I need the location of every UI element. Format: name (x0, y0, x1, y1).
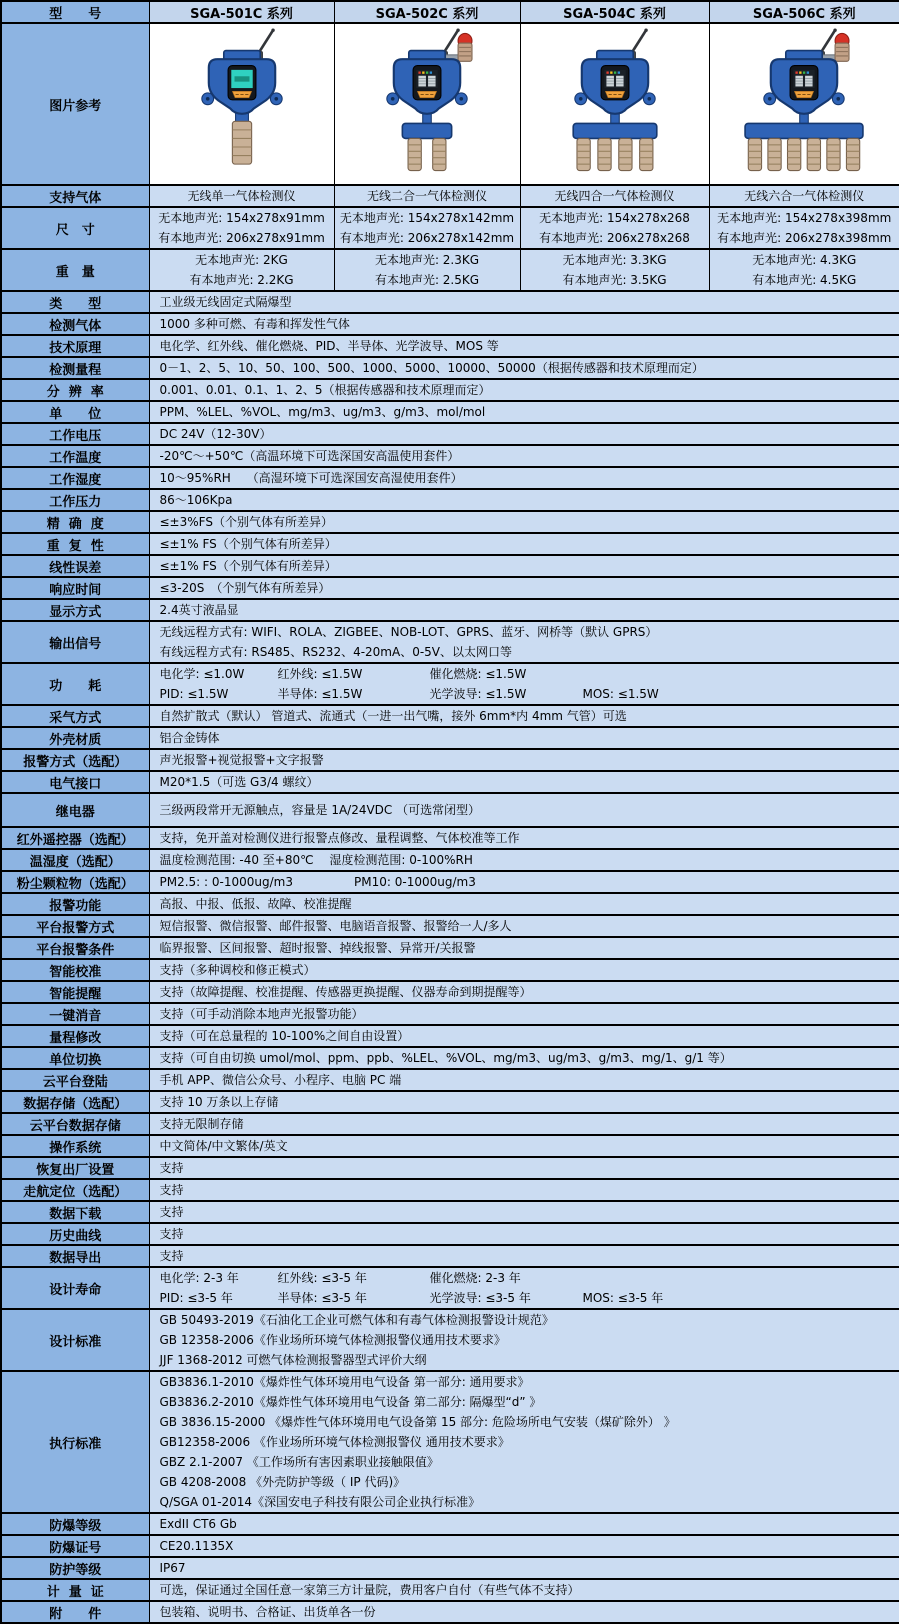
spec-row-12 (1, 555, 899, 577)
spec-row-44 (1, 1371, 899, 1513)
value-line: 高报、中报、低报、故障、校准提醒 (159, 897, 352, 911)
value-line: 自然扩散式（默认） 管道式、流通式（一进一出气嘴，接外 6mm*内 4mm 气管）可选 (159, 709, 627, 723)
spec-row-32 (1, 1047, 899, 1069)
row-label: 线性误差 (1, 555, 149, 577)
row-label: 走航定位（选配） (1, 1179, 149, 1201)
spec-row-10 (1, 511, 899, 533)
sensor-head (807, 138, 820, 170)
row-label: 防爆证号 (1, 1535, 149, 1557)
sensor-head (827, 138, 840, 170)
row-label: 操作系统 (1, 1135, 149, 1157)
row-label: 单 位 (1, 401, 149, 423)
row-label: 电气接口 (1, 771, 149, 793)
supported-gas-row (1, 185, 899, 207)
row-label: 智能提醒 (1, 981, 149, 1003)
value-line (160, 1288, 896, 1308)
weight-value: 无本地声光: 3.3KG 有本地声光: 3.5KG (520, 249, 709, 291)
value-line: M20*1.5（可选 G3/4 螺纹） (159, 775, 319, 789)
value-line: 温度检测范围: -40 至+80℃ 湿度检测范围: 0-100%RH (159, 853, 473, 867)
row-label: 外壳材质 (1, 727, 149, 749)
row-label: 设计标准 (1, 1309, 149, 1371)
row-label: 功 耗 (1, 663, 149, 705)
spec-row-21 (1, 793, 899, 827)
value-line: 三级两段常开无源触点，容量是 1A/24VDC （可选常闭型） (159, 803, 481, 817)
spec-row-46 (1, 1535, 899, 1557)
value-line: 0－1、2、5、10、50、100、500、1000、5000、10000、50000（根据传感器和技术原理而定） (159, 361, 704, 375)
row-label: 温湿度（选配） (1, 849, 149, 871)
alarm-beacon (445, 33, 472, 61)
support-value: 无线单一气体检测仪 (149, 185, 334, 207)
sensor-head (576, 138, 589, 170)
sensor-head (768, 138, 781, 170)
row-value (149, 1513, 899, 1535)
row-label: 报警方式（选配） (1, 749, 149, 771)
value-line: GB 50493-2019《石油化工企业可燃气体和有毒气体检测报警设计规范》 (159, 1313, 554, 1327)
row-value (149, 1579, 899, 1601)
value-line: 支持，免开盖对检测仪进行报警点修改、量程调整、气体校准等工作 (159, 831, 520, 845)
row-value (149, 511, 899, 533)
value-line: 声光报警+视觉报警+文字报警 (159, 753, 324, 767)
product-image-sga-501c (149, 23, 334, 185)
row-label: 平台报警方式 (1, 915, 149, 937)
row-label-weight: 重 量 (1, 249, 149, 291)
value-line: 支持（可在总量程的 10-100%之间自由设置） (159, 1029, 410, 1043)
spec-row-38 (1, 1179, 899, 1201)
row-label: 智能校准 (1, 959, 149, 981)
row-value (149, 1003, 899, 1025)
value-line (160, 684, 896, 704)
model-name-sga-504c: SGA-504C 系列 (520, 1, 709, 23)
row-value (149, 1557, 899, 1579)
row-label: 精 确 度 (1, 511, 149, 533)
antenna (820, 30, 835, 54)
row-value (149, 771, 899, 793)
row-value (149, 401, 899, 423)
row-value (149, 1223, 899, 1245)
row-value (149, 1135, 899, 1157)
row-value (149, 1113, 899, 1135)
row-value (149, 915, 899, 937)
row-label-size: 尺 寸 (1, 207, 149, 249)
spec-row-7 (1, 445, 899, 467)
spec-row-14 (1, 599, 899, 621)
row-value (149, 577, 899, 599)
spec-row-19 (1, 749, 899, 771)
row-value (149, 1245, 899, 1267)
spec-row-34 (1, 1091, 899, 1113)
row-value (149, 1025, 899, 1047)
value-line: 10～95%RH （高湿环境下可选深国安高湿使用套件） (159, 471, 463, 485)
spec-row-29 (1, 981, 899, 1003)
row-value (149, 663, 899, 705)
value-segment: 半导体: ≤1.5W (277, 687, 363, 701)
product-image-sga-506c (709, 23, 899, 185)
value-segment: PID: ≤1.5W (159, 687, 229, 701)
row-label: 恢复出厂设置 (1, 1157, 149, 1179)
spec-row-35 (1, 1113, 899, 1135)
spec-row-11 (1, 533, 899, 555)
value-line: 支持 (159, 1205, 184, 1219)
value-line: IP67 (159, 1561, 186, 1575)
support-value: 无线六合一气体检测仪 (709, 185, 899, 207)
row-label: 数据存储（选配） (1, 1091, 149, 1113)
value-line: 支持（可手动消除本地声光报警功能） (159, 1007, 364, 1021)
value-line: ≤±1% FS（个别气体有所差异） (159, 559, 337, 573)
spec-row-39 (1, 1201, 899, 1223)
row-label: 重 复 性 (1, 533, 149, 555)
value-line: 支持 (159, 1227, 184, 1241)
row-value (149, 981, 899, 1003)
value-line: 支持（多种调校和修正模式） (159, 963, 316, 977)
spec-row-5 (1, 401, 899, 423)
value-line: JJF 1368-2012 可燃气体检测报警器型式评价大纲 (159, 1353, 427, 1367)
row-label: 历史曲线 (1, 1223, 149, 1245)
value-line: 支持（可自由切换 umol/mol、ppm、ppb、%LEL、%VOL、mg/m3、ug/m3、g/m3、mg/1、g/1 等） (159, 1051, 732, 1065)
row-label: 设计寿命 (1, 1267, 149, 1309)
spec-row-25 (1, 893, 899, 915)
row-value (149, 1535, 899, 1557)
spec-row-15 (1, 621, 899, 663)
size-value: 无本地声光: 154x278x398mm 有本地声光: 206x278x398mm (709, 207, 899, 249)
row-label: 数据导出 (1, 1245, 149, 1267)
value-segment: PID: ≤3-5 年 (159, 1291, 233, 1305)
row-label: 计 量 证 (1, 1579, 149, 1601)
weight-row (1, 249, 899, 291)
value-segment: 红外线: ≤3-5 年 (277, 1271, 367, 1285)
value-line: CE20.1135X (159, 1539, 234, 1553)
value-line: GB 3836.15-2000 《爆炸性气体环境用电气设备第 15 部分: 危险场所电气安装（煤矿除外） 》 (159, 1415, 676, 1429)
row-value (149, 849, 899, 871)
row-value (149, 893, 899, 915)
sensor-head (788, 138, 801, 170)
row-label: 输出信号 (1, 621, 149, 663)
model-name-sga-501c: SGA-501C 系列 (149, 1, 334, 23)
sensor-head (232, 121, 251, 164)
row-label: 类 型 (1, 291, 149, 313)
size-row (1, 207, 899, 249)
row-value (149, 1601, 899, 1623)
value-line: 中文简体/中文繁体/英文 (159, 1139, 288, 1153)
row-value (149, 1069, 899, 1091)
row-value (149, 1267, 899, 1309)
row-label: 响应时间 (1, 577, 149, 599)
row-label-images: 图片参考 (1, 23, 149, 185)
spec-row-47 (1, 1557, 899, 1579)
value-line: 支持（故障提醒、校准提醒、传感器更换提醒、仪器寿命到期提醒等） (159, 985, 532, 999)
row-label-support: 支持气体 (1, 185, 149, 207)
row-value (149, 727, 899, 749)
product-image-row (1, 23, 899, 185)
sensor-head (749, 138, 762, 170)
value-line (160, 664, 896, 684)
row-value (149, 1371, 899, 1513)
spec-row-20 (1, 771, 899, 793)
value-line: GB 12358-2006《作业场所环境气体检测报警仪通用技术要求》 (159, 1333, 506, 1347)
value-segment: 催化燃烧: 2-3 年 (429, 1271, 521, 1285)
value-line: ExdII CT6 Gb (159, 1517, 237, 1531)
value-segment: 电化学: ≤1.0W (159, 667, 245, 681)
value-segment: 光学波导: ≤1.5W (429, 687, 527, 701)
row-label: 检测气体 (1, 313, 149, 335)
row-label: 附 件 (1, 1601, 149, 1623)
value-line: 包装箱、说明书、合格证、出货单各一份 (159, 1605, 376, 1619)
spec-row-6 (1, 423, 899, 445)
value-line: 短信报警、微信报警、邮件报警、电脑语音报警、报警给一人/多人 (159, 919, 512, 933)
support-value: 无线四合一气体检测仪 (520, 185, 709, 207)
weight-value: 无本地声光: 4.3KG 有本地声光: 4.5KG (709, 249, 899, 291)
row-value (149, 291, 899, 313)
value-line: 铝合金铸体 (159, 731, 220, 745)
spec-row-45 (1, 1513, 899, 1535)
spec-row-24 (1, 871, 899, 893)
row-value (149, 1157, 899, 1179)
spec-row-28 (1, 959, 899, 981)
spec-row-1 (1, 313, 899, 335)
spec-row-49 (1, 1601, 899, 1623)
row-value (149, 357, 899, 379)
row-label: 一键消音 (1, 1003, 149, 1025)
value-segment: 红外线: ≤1.5W (277, 667, 363, 681)
value-line: 可选，保证通过全国任意一家第三方计量院，费用客户自付（有些气体不支持） (159, 1583, 580, 1597)
antenna (631, 30, 646, 54)
model-name-sga-506c: SGA-506C 系列 (709, 1, 899, 23)
spec-row-0 (1, 291, 899, 313)
row-value (149, 1201, 899, 1223)
model-header-row (1, 1, 899, 23)
value-line: DC 24V（12-30V） (159, 427, 272, 441)
gas-detector-illustration (529, 27, 701, 177)
sensor-head (433, 138, 446, 170)
row-label: 防护等级 (1, 1557, 149, 1579)
value-line: -20℃～+50℃（高温环境下可选深国安高温使用套件） (159, 449, 460, 463)
row-label: 红外遥控器（选配） (1, 827, 149, 849)
spec-row-37 (1, 1157, 899, 1179)
row-label: 量程修改 (1, 1025, 149, 1047)
spec-row-2 (1, 335, 899, 357)
spec-row-13 (1, 577, 899, 599)
antenna (258, 30, 273, 54)
sensor-head (597, 138, 610, 170)
row-label: 云平台数据存储 (1, 1113, 149, 1135)
value-line: PPM、%LEL、%VOL、mg/m3、ug/m3、g/m3、mol/mol (159, 405, 486, 419)
alarm-beacon (822, 33, 849, 61)
spec-row-41 (1, 1245, 899, 1267)
sensor-head (618, 138, 631, 170)
row-value (149, 489, 899, 511)
row-label: 工作湿度 (1, 467, 149, 489)
row-label: 显示方式 (1, 599, 149, 621)
value-line: 2.4英寸液晶显 (159, 603, 239, 617)
value-line: 手机 APP、微信公众号、小程序、电脑 PC 端 (159, 1073, 402, 1087)
row-value (149, 533, 899, 555)
value-segment: 催化燃烧: ≤1.5W (429, 667, 527, 681)
spec-row-33 (1, 1069, 899, 1091)
value-line: ≤±3%FS（个别气体有所差异） (159, 515, 333, 529)
weight-value: 无本地声光: 2.3KG 有本地声光: 2.5KG (334, 249, 520, 291)
spec-row-26 (1, 915, 899, 937)
row-value (149, 379, 899, 401)
value-line: PM2.5: : 0-1000ug/m3 PM10: 0-1000ug/m3 (159, 875, 476, 889)
value-line (160, 1268, 896, 1288)
row-value (149, 1047, 899, 1069)
value-line: 支持无限制存储 (159, 1117, 244, 1131)
value-segment: 光学波导: ≤3-5 年 (429, 1291, 531, 1305)
value-line: 临界报警、区间报警、超时报警、掉线报警、异常开/关报警 (159, 941, 476, 955)
row-value (149, 959, 899, 981)
row-value (149, 555, 899, 577)
spec-row-42 (1, 1267, 899, 1309)
row-label: 工作温度 (1, 445, 149, 467)
value-line: 86～106Kpa (159, 493, 233, 507)
manifold (573, 123, 657, 138)
value-line: 电化学、红外线、催化燃烧、PID、半导体、光学波导、MOS 等 (159, 339, 499, 353)
row-value (149, 793, 899, 827)
value-line: GBZ 2.1-2007 《工作场所有害因素职业接触限值》 (159, 1455, 439, 1469)
row-value (149, 1309, 899, 1371)
row-label: 粉尘颗粒物（选配） (1, 871, 149, 893)
row-label: 数据下载 (1, 1201, 149, 1223)
spec-row-8 (1, 467, 899, 489)
spec-row-17 (1, 705, 899, 727)
value-line: 支持 10 万条以上存储 (159, 1095, 279, 1109)
support-value: 无线二合一气体检测仪 (334, 185, 520, 207)
row-value (149, 827, 899, 849)
row-value (149, 1091, 899, 1113)
spec-row-27 (1, 937, 899, 959)
row-value (149, 445, 899, 467)
spec-row-18 (1, 727, 899, 749)
spec-row-22 (1, 827, 899, 849)
spec-row-4 (1, 379, 899, 401)
value-line: Q/SGA 01-2014《深国安电子科技有限公司企业执行标准》 (159, 1495, 481, 1509)
weight-value: 无本地声光: 2KG 有本地声光: 2.2KG (149, 249, 334, 291)
row-value (149, 423, 899, 445)
value-line: 支持 (159, 1183, 184, 1197)
row-value (149, 621, 899, 663)
row-label: 报警功能 (1, 893, 149, 915)
value-segment: 电化学: 2-3 年 (159, 1271, 239, 1285)
spec-row-3 (1, 357, 899, 379)
row-value (149, 705, 899, 727)
row-label: 检测量程 (1, 357, 149, 379)
antenna (443, 30, 458, 54)
gas-detector-illustration (156, 27, 328, 177)
size-value: 无本地声光: 154x278x91mm 有本地声光: 206x278x91mm (149, 207, 334, 249)
row-label: 防爆等级 (1, 1513, 149, 1535)
value-line: 工业级无线固定式隔爆型 (159, 295, 292, 309)
sensor-head (408, 138, 421, 170)
value-line: GB12358-2006 《作业场所环境气体检测报警仪 通用技术要求》 (159, 1435, 510, 1449)
row-label: 工作压力 (1, 489, 149, 511)
value-line: 支持 (159, 1249, 184, 1263)
size-value: 无本地声光: 154x278x142mm 有本地声光: 206x278x142mm (334, 207, 520, 249)
spec-row-48 (1, 1579, 899, 1601)
row-value (149, 871, 899, 893)
row-label: 技术原理 (1, 335, 149, 357)
row-value (149, 599, 899, 621)
row-value (149, 313, 899, 335)
value-line: GB3836.2-2010《爆炸性气体环境用电气设备 第二部分: 隔爆型“d” 》 (159, 1395, 542, 1409)
sensor-head (847, 138, 860, 170)
manifold (402, 123, 451, 138)
product-image-sga-502c (334, 23, 520, 185)
row-label: 执行标准 (1, 1371, 149, 1513)
row-label: 分 辨 率 (1, 379, 149, 401)
value-line: GB 4208-2008 《外壳防护等级（ IP 代码)》 (159, 1475, 406, 1489)
value-line: GB3836.1-2010《爆炸性气体环境用电气设备 第一部分: 通用要求》 (159, 1375, 530, 1389)
row-value (149, 1179, 899, 1201)
value-line: 无线远程方式有: WIFI、ROLA、ZIGBEE、NOB-LOT、GPRS、蓝牙、网桥等（默认 GPRS） (159, 625, 658, 639)
value-line: 0.001、0.01、0.1、1、2、5（根据传感器和技术原理而定） (159, 383, 491, 397)
spec-row-31 (1, 1025, 899, 1047)
spec-row-23 (1, 849, 899, 871)
size-value: 无本地声光: 154x278x268 有本地声光: 206x278x268 (520, 207, 709, 249)
gas-detector-illustration (718, 27, 890, 177)
spec-row-40 (1, 1223, 899, 1245)
value-line: 1000 多种可燃、有毒和挥发性气体 (159, 317, 350, 331)
manifold (745, 123, 863, 138)
row-value (149, 335, 899, 357)
value-segment: MOS: ≤1.5W (582, 687, 659, 701)
value-line: ≤±1% FS（个别气体有所差异） (159, 537, 337, 551)
row-value (149, 749, 899, 771)
value-line: ≤3-20S （个别气体有所差异） (159, 581, 331, 595)
spec-row-30 (1, 1003, 899, 1025)
value-line: 有线远程方式有: RS485、RS232、4-20mA、0-5V、以太网口等 (159, 645, 513, 659)
spec-row-43 (1, 1309, 899, 1371)
value-segment: MOS: ≤3-5 年 (582, 1291, 664, 1305)
value-segment: 半导体: ≤3-5 年 (277, 1291, 367, 1305)
spec-row-36 (1, 1135, 899, 1157)
row-label: 单位切换 (1, 1047, 149, 1069)
row-label: 平台报警条件 (1, 937, 149, 959)
row-value (149, 467, 899, 489)
model-name-sga-502c: SGA-502C 系列 (334, 1, 520, 23)
row-value (149, 937, 899, 959)
gas-detector-illustration (341, 27, 513, 177)
spec-row-9 (1, 489, 899, 511)
row-label: 采气方式 (1, 705, 149, 727)
row-label: 工作电压 (1, 423, 149, 445)
value-line: 支持 (159, 1161, 184, 1175)
row-label-model: 型 号 (1, 1, 149, 23)
spec-row-16 (1, 663, 899, 705)
product-image-sga-504c (520, 23, 709, 185)
row-label: 继电器 (1, 793, 149, 827)
sensor-head (639, 138, 652, 170)
row-label: 云平台登陆 (1, 1069, 149, 1091)
